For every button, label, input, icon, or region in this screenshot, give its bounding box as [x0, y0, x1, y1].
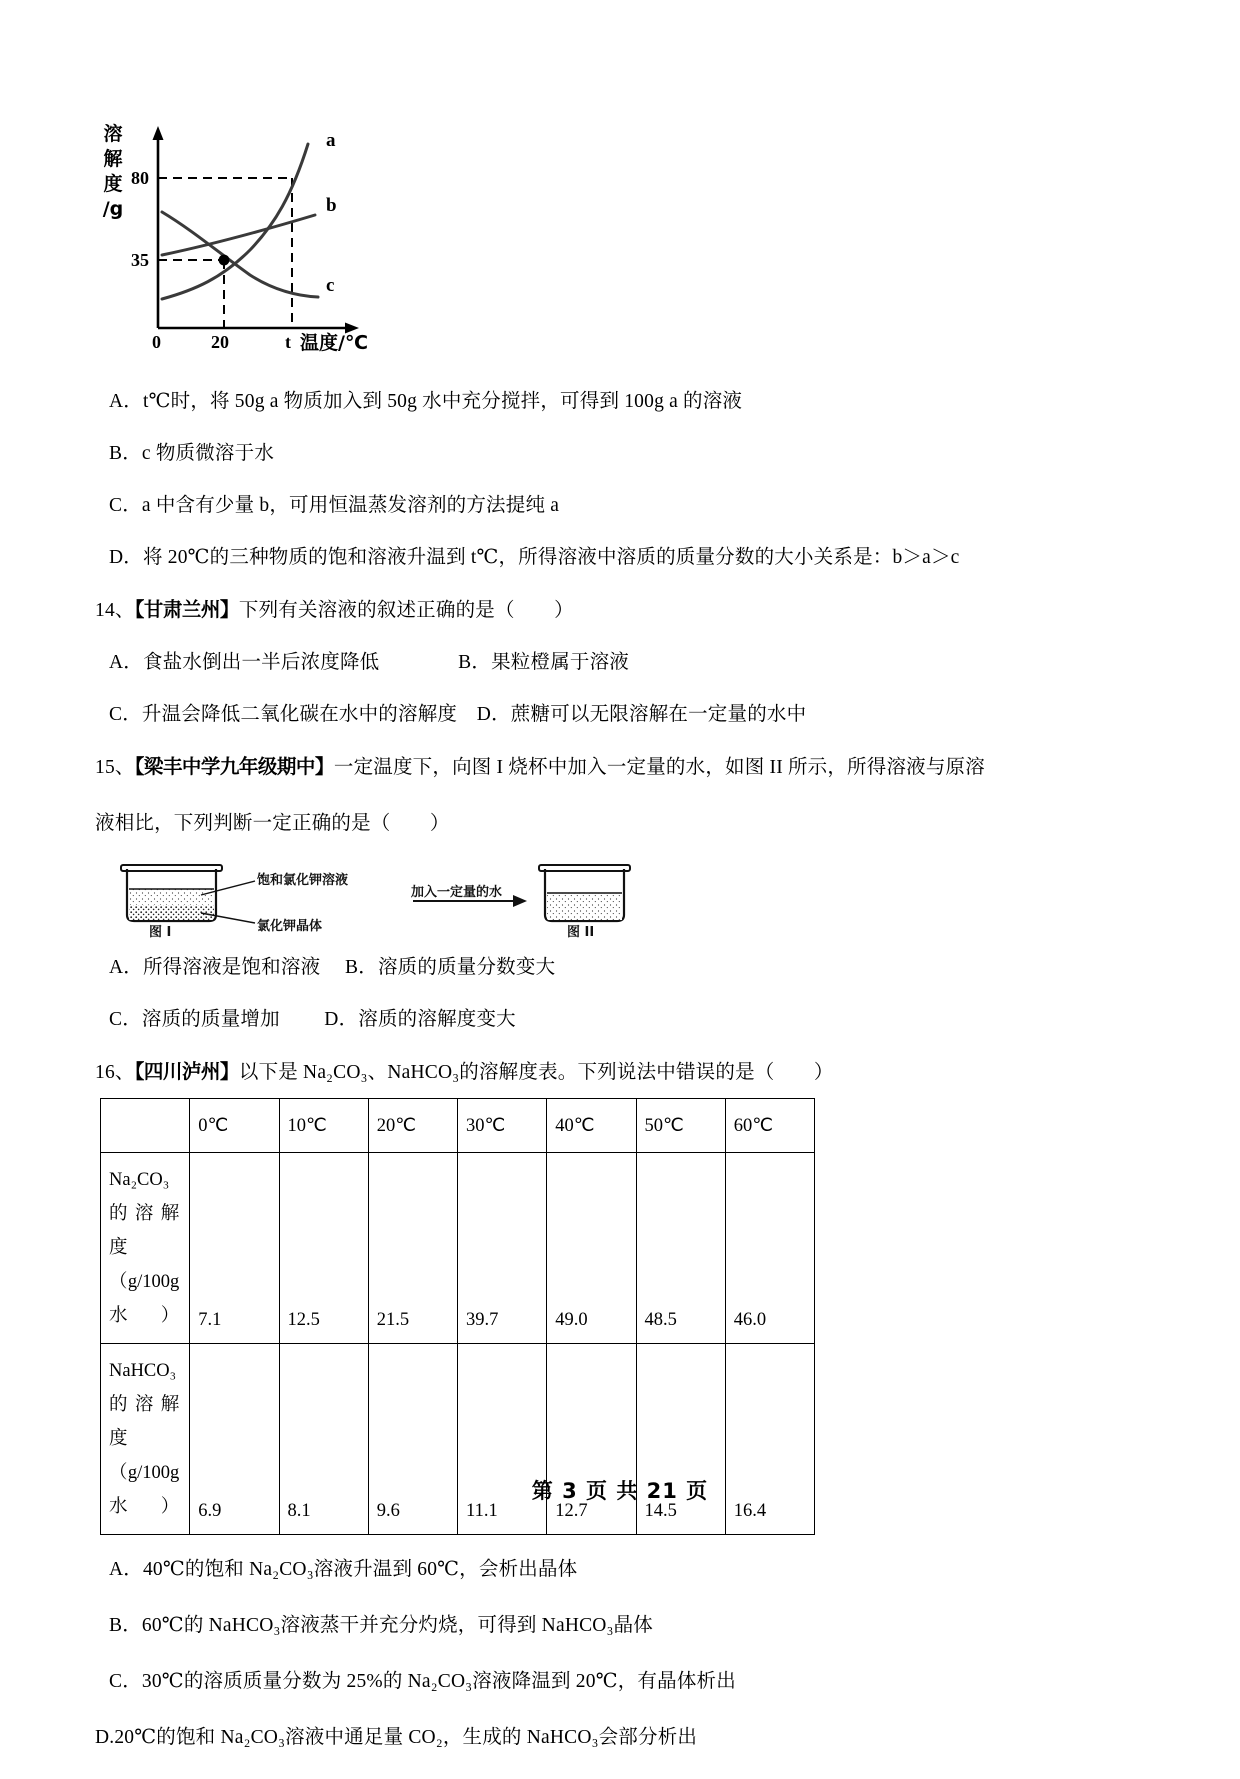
x-tick-20: 20	[211, 332, 229, 352]
q13-option-c: C．a 中含有少量 b，可用恒温蒸发溶剂的方法提纯 a	[109, 495, 560, 516]
table-col-header: 60℃	[725, 1099, 814, 1153]
table-corner-cell	[101, 1099, 190, 1153]
table-col-header: 20℃	[368, 1099, 457, 1153]
beaker-label-solution: 饱和氯化钾溶液	[257, 873, 349, 888]
table-col-header: 0℃	[190, 1099, 279, 1153]
q15-stem-line1	[95, 752, 1095, 783]
q16-option-c: C．30℃的溶质质量分数为 25%的 Na₂CO₃溶液降温到 20℃，有晶体析出	[109, 1671, 736, 1692]
q13-option-b: B．c 物质微溶于水	[109, 443, 275, 464]
table-cell: 8.1	[279, 1344, 368, 1535]
q13-option-d: D．将 20℃的三种物质的饱和溶液升温到 t℃，所得溶液中溶质的质量分数的大小关系是：b＞a＞c	[109, 547, 960, 568]
table-cell: 49.0	[547, 1153, 636, 1344]
beaker-label-arrow: 加入一定量的水	[411, 885, 503, 900]
intersection-point	[219, 255, 230, 266]
chart-x-axis-label: 温度/℃	[300, 332, 368, 354]
beaker-figure-svg	[105, 861, 635, 939]
q15-source: 【梁丰中学九年级期中】	[134, 755, 334, 778]
table-cell: 46.0	[725, 1153, 814, 1344]
x-tick-0: 0	[152, 332, 161, 352]
table-header-row	[101, 1099, 815, 1153]
solubility-table	[100, 1098, 815, 1535]
q14-number: 14、	[95, 600, 135, 621]
beaker-figure	[105, 861, 635, 939]
q14-stem	[95, 595, 1095, 626]
page-footer: 第 3 页 共 21 页	[531, 1479, 709, 1503]
table-col-header: 30℃	[458, 1099, 547, 1153]
q16-option-d: D.20℃的饱和 Na₂CO₃溶液中通足量 CO₂，生成的 NaHCO₃会部分析出	[95, 1727, 698, 1748]
table-cell: 48.5	[636, 1153, 725, 1344]
curve-label-a: a	[326, 130, 336, 151]
beaker-caption-left: 图 I	[149, 925, 172, 940]
q14-stem-text: 下列有关溶液的叙述正确的是（ ）	[238, 600, 574, 621]
q15-stem-line2: 液相比，下列判断一定正确的是（ ）	[95, 813, 450, 834]
q16-source: 【四川泸州】	[134, 1060, 239, 1083]
solubility-curve-figure	[100, 100, 500, 365]
curve-a	[162, 144, 308, 299]
table-cell: 14.5	[636, 1344, 725, 1535]
table-col-header: 40℃	[547, 1099, 636, 1153]
table-cell: 12.5	[279, 1153, 368, 1344]
q13-option-a: A．t℃时，将 50g a 物质加入到 50g 水中充分搅拌，可得到 100g a 的溶液	[109, 391, 743, 412]
table-cell: 9.6	[368, 1344, 457, 1535]
q14-option-ab: A．食盐水倒出一半后浓度降低 B．果粒橙属于溶液	[109, 652, 629, 673]
table-cell: 6.9	[190, 1344, 279, 1535]
table-cell: 16.4	[725, 1344, 814, 1535]
table-row	[101, 1344, 815, 1535]
q16-stem	[95, 1057, 1095, 1088]
table-cell: 11.1	[458, 1344, 547, 1535]
table-cell: 7.1	[190, 1153, 279, 1344]
q16-option-b: B．60℃的 NaHCO₃溶液蒸干并充分灼烧，可得到 NaHCO₃晶体	[109, 1615, 653, 1636]
beaker-right	[539, 865, 630, 921]
table-cell: 12.7	[547, 1344, 636, 1535]
table-col-header: 50℃	[636, 1099, 725, 1153]
table-cell: 21.5	[368, 1153, 457, 1344]
page-content	[95, 100, 1095, 1779]
q16-option-a: A．40℃的饱和 Na₂CO₃溶液升温到 60℃，会析出晶体	[109, 1559, 578, 1580]
table-col-header: 10℃	[279, 1099, 368, 1153]
table-row-header: Na₂CO₃的溶解度（g/100g水）	[101, 1153, 190, 1344]
q14-source: 【甘肃兰州】	[134, 598, 239, 621]
q16-number: 16、	[95, 1062, 135, 1083]
q15-number: 15、	[95, 757, 135, 778]
chart-plot-area	[100, 100, 500, 365]
q15-option-cd: C．溶质的质量增加 D．溶质的溶解度变大	[109, 1009, 516, 1030]
curve-label-b: b	[326, 195, 337, 216]
curve-label-c: c	[326, 275, 335, 296]
chart-y-axis-label: 溶 解 度 /g	[102, 123, 124, 220]
table-row	[101, 1153, 815, 1344]
leader-solution	[201, 881, 255, 895]
q15-option-ab: A．所得溶液是饱和溶液 B．溶质的质量分数变大	[109, 957, 556, 978]
curve-b	[162, 215, 315, 255]
table-cell: 39.7	[458, 1153, 547, 1344]
beaker-caption-right: 图 II	[567, 925, 595, 940]
q16-stem-text: 以下是 Na₂CO₃、NaHCO₃的溶解度表。下列说法中错误的是（ ）	[238, 1062, 834, 1083]
beaker-label-crystal: 氯化钾晶体	[257, 919, 323, 934]
y-tick-35: 35	[131, 250, 149, 270]
y-axis-arrow	[153, 126, 164, 140]
q15-stem-text-1: 一定温度下，向图 I 烧杯中加入一定量的水，如图 II 所示，所得溶液与原溶	[333, 757, 985, 778]
y-tick-80: 80	[131, 168, 149, 188]
table-row-header: NaHCO₃的溶解度（g/100g水）	[101, 1344, 190, 1535]
q14-option-cd: C．升温会降低二氧化碳在水中的溶解度 D．蔗糖可以无限溶解在一定量的水中	[109, 704, 807, 725]
x-tick-t: t	[285, 332, 291, 352]
curve-c	[162, 212, 318, 297]
